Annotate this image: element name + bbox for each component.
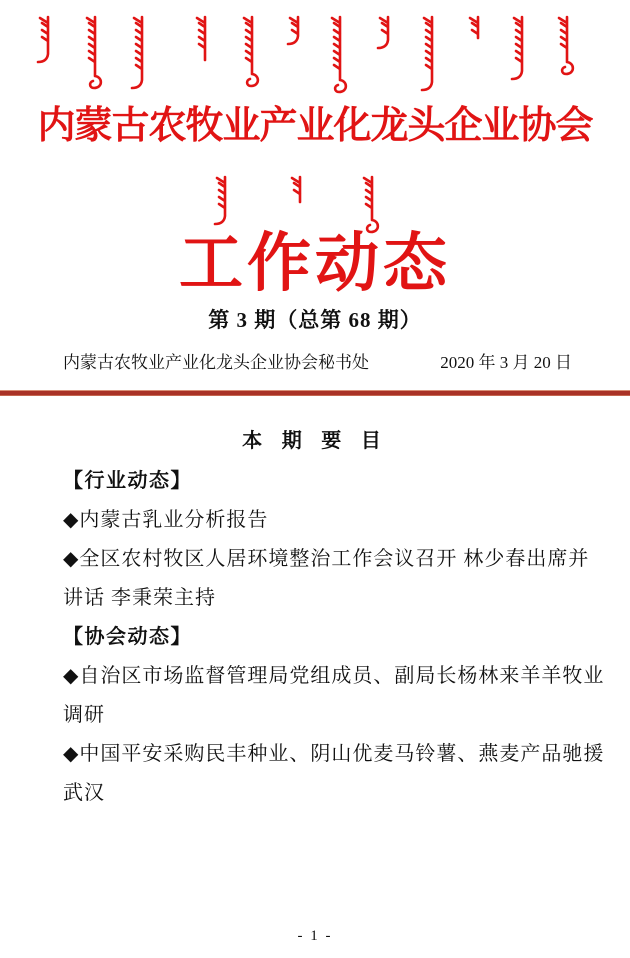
publish-date: 2020 年 3 月 20 日 [440,353,572,372]
toc-section-title: 【行业动态】 [63,470,192,492]
toc-item-line: 调研 [63,704,105,726]
toc-section-title: 【协会动态】 [63,626,192,648]
mongolian-script-top-icon [0,12,630,104]
toc-item-line: 讲话 李秉荣主持 [63,587,216,609]
toc-heading: 本 期 要 目 [242,430,388,452]
publisher-row [63,350,572,376]
toc-item-line: ◆自治区市场监督管理局党组成员、副局长杨林来羊羊牧业 [63,665,605,687]
toc-item-line: ◆中国平安采购民丰种业、阴山优麦马铃薯、燕麦产品驰援 [63,743,605,765]
toc-item-line: 武汉 [63,782,105,804]
association-title: 内蒙古农牧业产业化龙头企业协会 [37,105,593,147]
bulletin-title: 工作动态 [179,228,451,299]
table-of-contents [63,462,605,813]
issue-number: 第 3 期（总第 68 期） [208,308,422,332]
toc-item-line: ◆全区农村牧区人居环境整治工作会议召开 林少春出席并 [63,548,590,570]
divider-rule [0,390,630,396]
page-number: - 1 - [297,928,333,944]
publisher-name: 内蒙古农牧业产业化龙头企业协会秘书处 [63,353,369,372]
toc-item-line: ◆内蒙古乳业分析报告 [63,509,269,531]
